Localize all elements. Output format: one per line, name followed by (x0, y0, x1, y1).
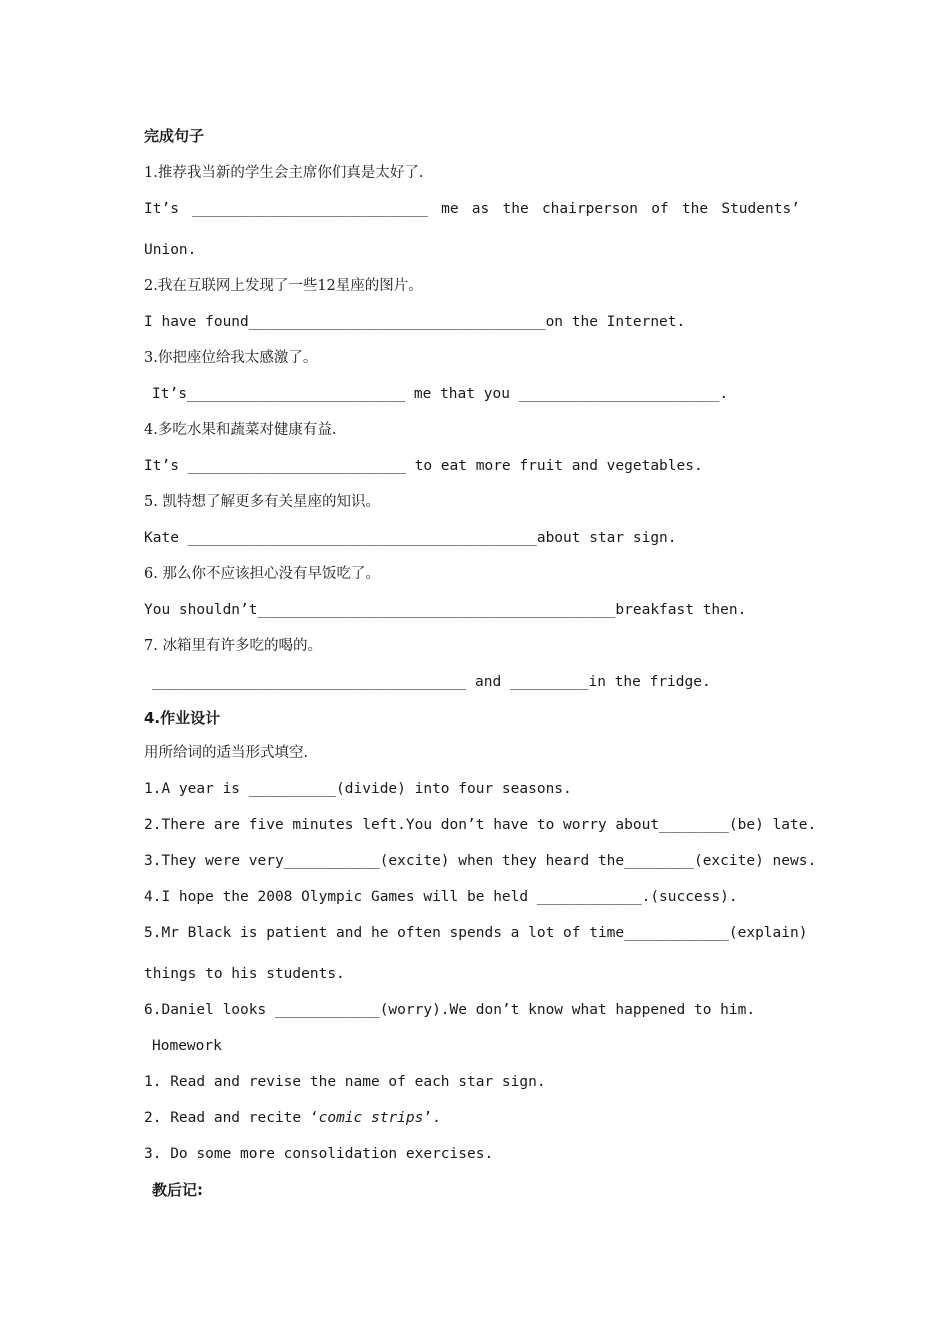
sentence-6-english: You shouldn’t_________________________________________breakfast then. (144, 602, 747, 618)
exercise-item: 1.A year is __________(divide) into four seasons. (144, 781, 572, 797)
word: me (441, 201, 459, 217)
sentence-1-english-cont: Union. (144, 242, 197, 258)
word: It’s (144, 201, 179, 217)
sentence-3-english: It’s_________________________ me that you _______________________. (152, 386, 729, 402)
sentence-3-chinese: 3.你把座位给我太感激了。 (144, 350, 318, 366)
exercise-item: 4.I hope the 2008 Olympic Games will be held ____________.(success). (144, 889, 738, 905)
sentence-7-chinese: 7. 冰箱里有许多吃的喝的。 (144, 638, 322, 654)
exercise-item-cont: things to his students. (144, 966, 345, 982)
sentence-6-chinese: 6. 那么你不应该担心没有早饭吃了。 (144, 566, 380, 582)
word: the (502, 201, 529, 217)
exercise-item: 6.Daniel looks ____________(worry).We don’t know what happened to him. (144, 1002, 756, 1018)
sentence-1-chinese: 1.推荐我当新的学生会主席你们真是太好了. (144, 165, 424, 181)
homework-item: 1. Read and revise the name of each star sign. (144, 1074, 546, 1090)
word: chairperson (541, 201, 638, 217)
sentence-2-chinese: 2.我在互联网上发现了一些12星座的图片。 (144, 278, 423, 294)
homework-item-suffix: ’. (423, 1110, 441, 1126)
sentence-5-english: Kate ________________________________________about star sign. (144, 530, 677, 546)
section-title: 完成句子 (144, 127, 205, 145)
homework-item: 3. Do some more consolidation exercises. (144, 1146, 494, 1162)
word: Students’ (721, 201, 800, 217)
exercise-item: 5.Mr Black is patient and he often spends a lot of time____________(explain) (144, 925, 808, 941)
exercise-item: 2.There are five minutes left.You don’t have to worry about________(be) late. (144, 817, 817, 833)
exercise-item: 3.They were very___________(excite) when they heard the________(excite) news. (144, 853, 817, 869)
word: of (651, 201, 669, 217)
homework-item (144, 1108, 441, 1128)
homework-title: Homework (152, 1038, 222, 1054)
homework-design-title: 4.作业设计 (144, 709, 221, 727)
word: as (471, 201, 490, 217)
homework-item-prefix: 2. Read and recite ‘ (144, 1110, 319, 1126)
blank[interactable]: ___________________________ (192, 201, 428, 217)
sentence-4-chinese: 4.多吃水果和蔬菜对健康有益. (144, 422, 337, 438)
homework-item-italic: comic strips (318, 1110, 424, 1126)
homework-design-instruction: 用所给词的适当形式填空. (144, 745, 309, 761)
sentence-1-english (144, 199, 800, 219)
sentence-4-english: It’s _________________________ to eat more fruit and vegetables. (144, 458, 703, 474)
sentence-5-chinese: 5. 凯特想了解更多有关星座的知识。 (144, 494, 380, 510)
sentence-2-english: I have found__________________________________on the Internet. (144, 314, 686, 330)
after-class-note: 教后记: (152, 1181, 203, 1199)
sentence-7-english: ____________________________________ and _________in the fridge. (152, 674, 711, 690)
word: the (681, 201, 709, 217)
